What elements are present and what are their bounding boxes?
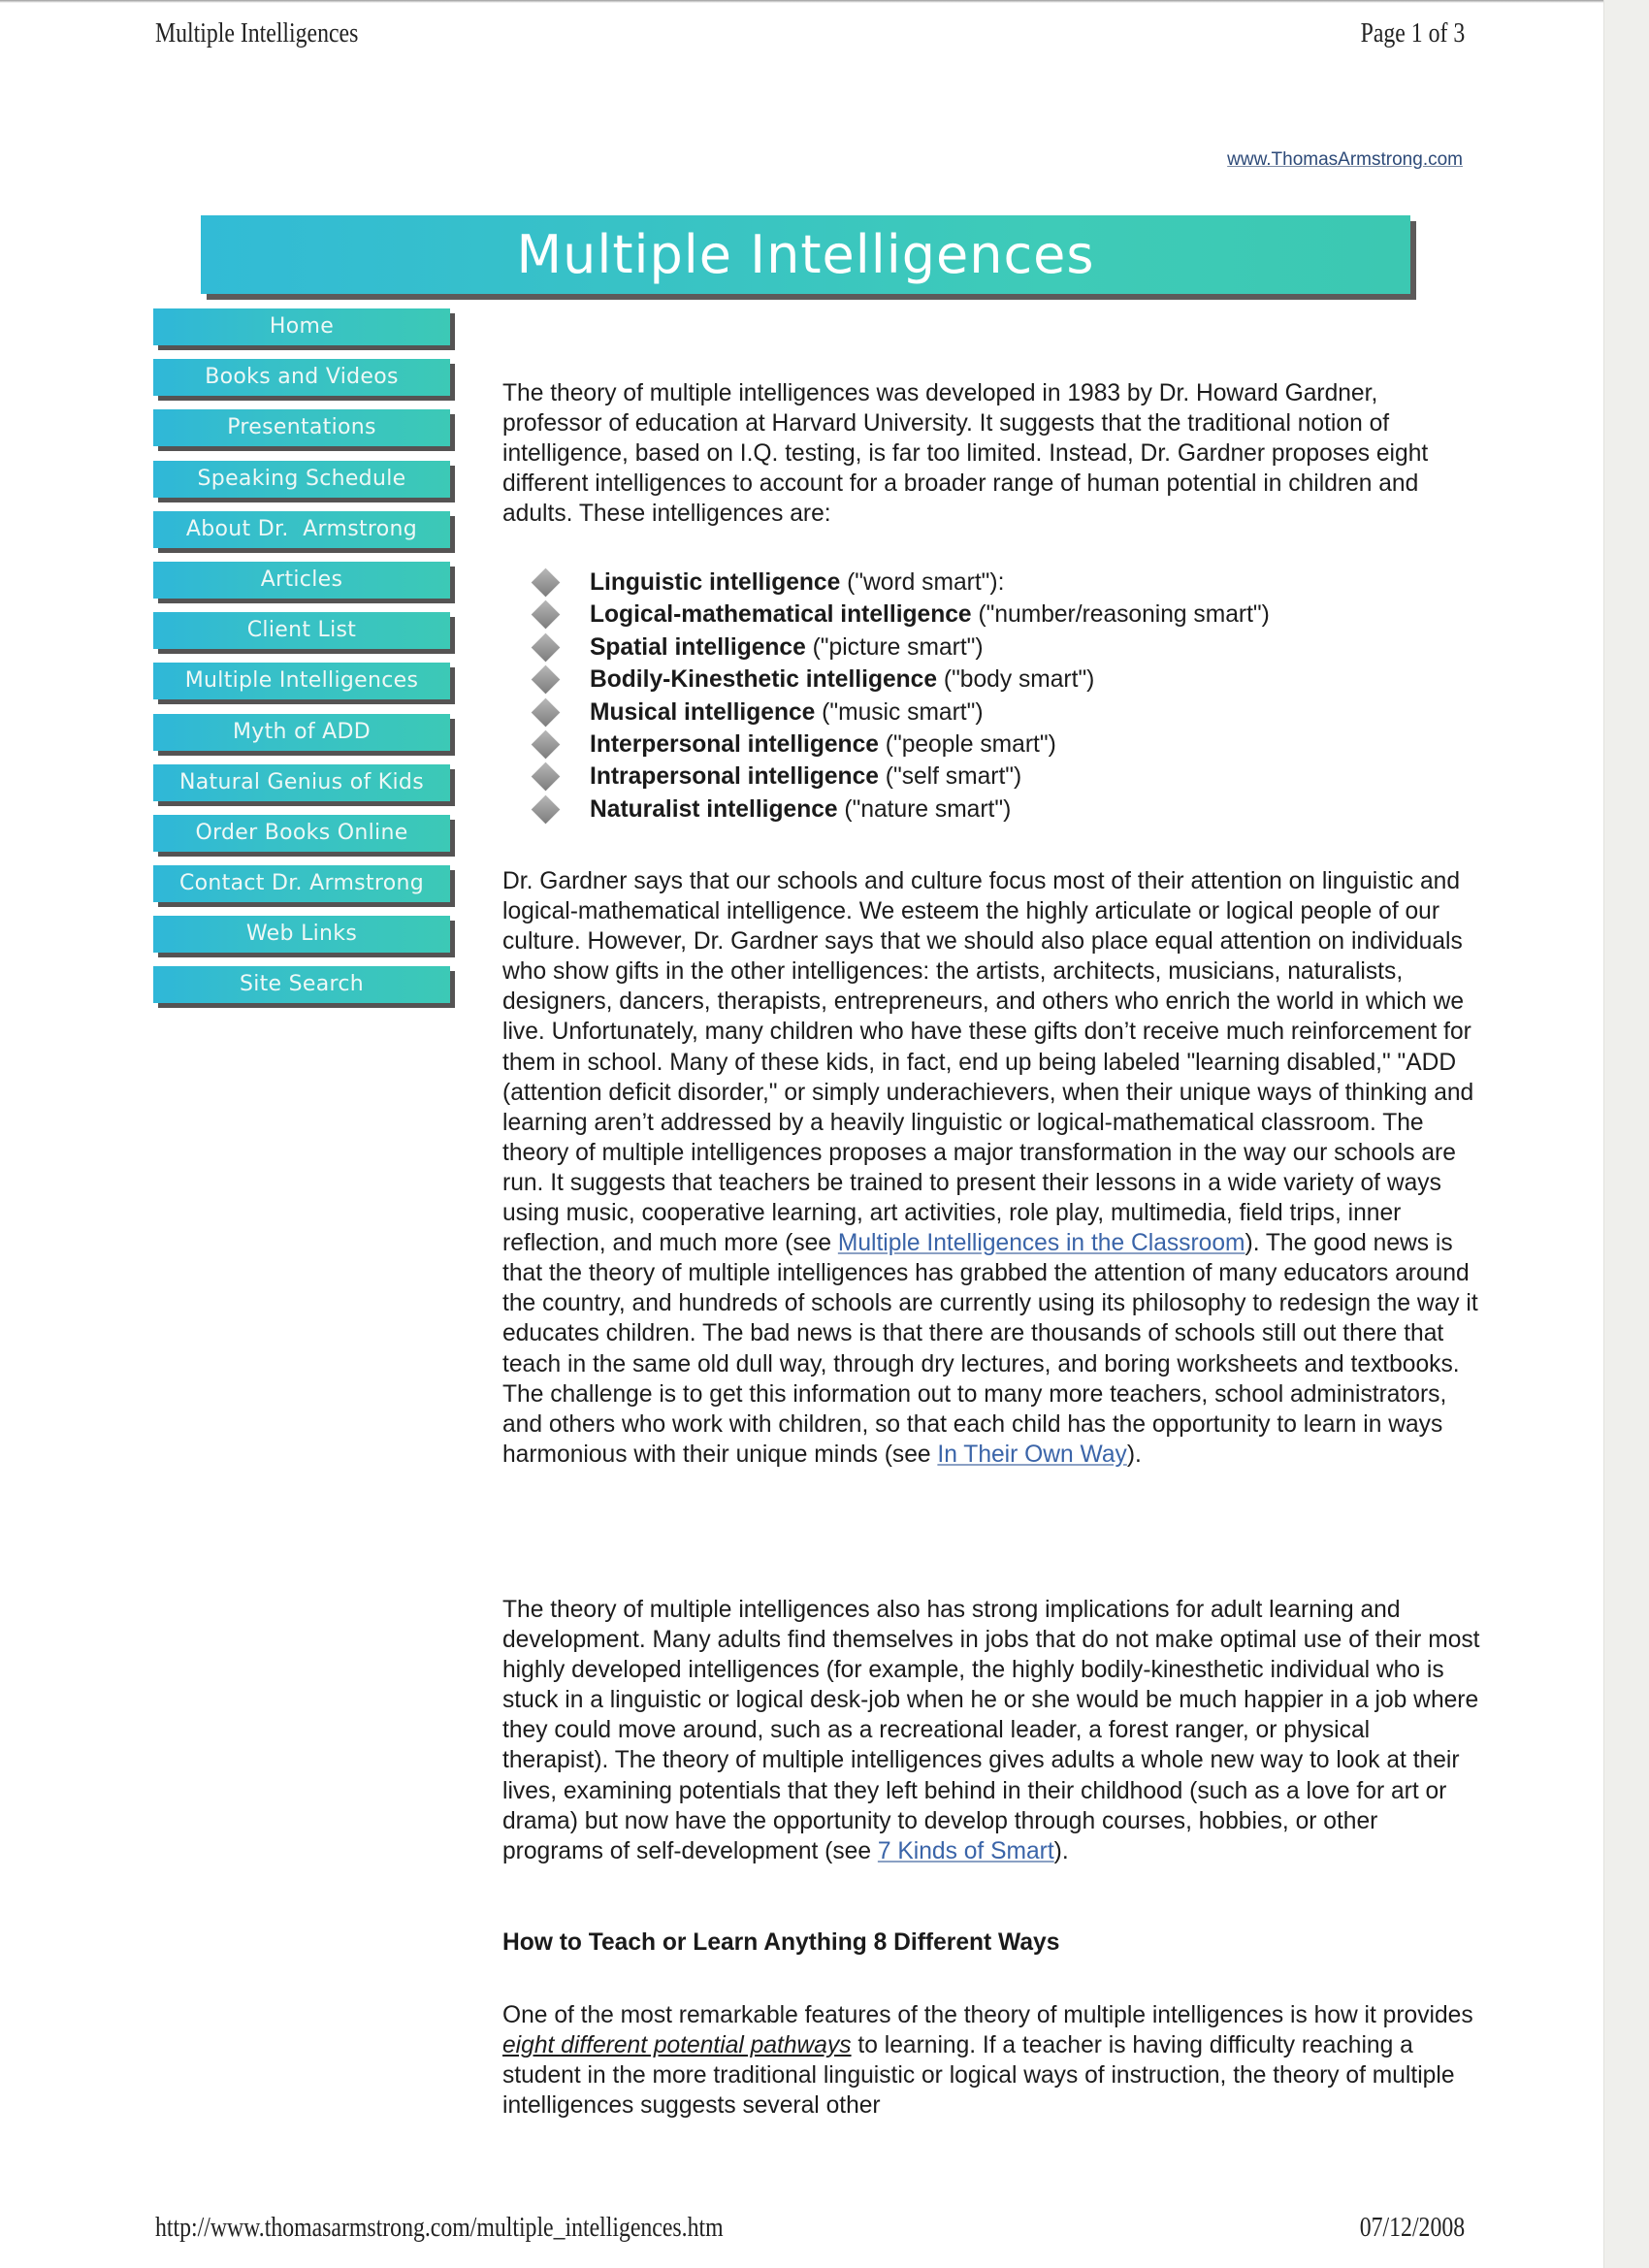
list-item bbox=[532, 567, 1270, 599]
sidebar-item-label: Speaking Schedule bbox=[197, 466, 406, 491]
eight-pathways-link[interactable]: eight different potential pathways bbox=[502, 2032, 852, 2059]
list-item bbox=[532, 632, 1270, 664]
intelligence-desc: ("nature smart") bbox=[837, 795, 1012, 823]
diamond-bullet-icon bbox=[532, 762, 561, 792]
in-their-own-way-link[interactable]: In Their Own Way bbox=[937, 1441, 1127, 1468]
paragraph-text: ). bbox=[1053, 1837, 1069, 1864]
intelligence-name: Naturalist intelligence bbox=[590, 795, 838, 823]
section-heading: How to Teach or Learn Anything 8 Different Ways bbox=[502, 1929, 1060, 1956]
sidebar-item-contact[interactable] bbox=[153, 865, 450, 902]
list-item bbox=[532, 729, 1270, 761]
sidebar-item-web-links[interactable] bbox=[153, 916, 450, 953]
seven-kinds-of-smart-link[interactable]: 7 Kinds of Smart bbox=[877, 1837, 1054, 1864]
diamond-bullet-icon bbox=[532, 600, 561, 630]
sidebar-item-home[interactable] bbox=[153, 308, 450, 345]
diamond-bullet-icon bbox=[532, 794, 561, 824]
sidebar-item-natural-genius[interactable] bbox=[153, 764, 450, 801]
sidebar-item-label: Books and Videos bbox=[205, 365, 399, 390]
intelligence-name: Interpersonal intelligence bbox=[590, 730, 879, 758]
paragraph-text: ). bbox=[1126, 1441, 1142, 1468]
sidebar-item-multiple-intelligences[interactable] bbox=[153, 663, 450, 699]
print-header-page-number: Page 1 of 3 bbox=[1360, 17, 1465, 49]
adult-learning-paragraph bbox=[502, 1595, 1482, 1866]
sidebar-item-label: Multiple Intelligences bbox=[184, 668, 419, 694]
sidebar-item-label: Web Links bbox=[245, 922, 358, 947]
sidebar-item-label: Natural Genius of Kids bbox=[179, 769, 424, 794]
sidebar-item-label: Site Search bbox=[239, 972, 365, 997]
intelligence-desc: ("body smart") bbox=[937, 666, 1095, 694]
sidebar-item-label: About Dr. Armstrong bbox=[185, 516, 418, 541]
intro-paragraph: The theory of multiple intelligences was developed in 1983 by Dr. Howard Gardner, professor of education at Harvard University. It suggests that the traditional notion of intelligence, based on I.Q. testing, is far too limited. Instead, Dr. Gardner proposes eight different intelligences to account for a broader range of human potential in children and adults. These intelligences are: bbox=[502, 380, 1429, 528]
scan-top-edge bbox=[0, 0, 1603, 3]
intelligence-name: Intrapersonal intelligence bbox=[590, 763, 879, 791]
diamond-bullet-icon bbox=[532, 568, 561, 598]
sidebar-item-about[interactable] bbox=[153, 511, 450, 548]
sidebar-item-label: Client List bbox=[246, 618, 357, 643]
banner-title: Multiple Intelligences bbox=[516, 224, 1095, 285]
diamond-bullet-icon bbox=[532, 632, 561, 662]
mi-in-classroom-link[interactable]: Multiple Intelligences in the Classroom bbox=[837, 1230, 1245, 1257]
site-home-link[interactable]: www.ThomasArmstrong.com bbox=[1227, 149, 1463, 170]
list-item bbox=[532, 794, 1270, 826]
intelligences-list bbox=[532, 567, 1270, 826]
sidebar-item-books-and-videos[interactable] bbox=[153, 359, 450, 396]
sidebar-item-label: Articles bbox=[260, 567, 343, 592]
diamond-bullet-icon bbox=[532, 665, 561, 695]
page-banner bbox=[201, 215, 1410, 294]
sidebar-item-client-list[interactable] bbox=[153, 612, 450, 649]
print-footer bbox=[155, 2212, 1465, 2251]
intelligence-name: Spatial intelligence bbox=[590, 633, 806, 661]
sidebar-item-speaking-schedule[interactable] bbox=[153, 461, 450, 498]
sidebar-item-label: Order Books Online bbox=[195, 820, 408, 845]
print-footer-url: http://www.thomasarmstrong.com/multiple_intelligences.htm bbox=[155, 2212, 724, 2243]
list-item bbox=[532, 697, 1270, 729]
paragraph-text: to learning. If a teacher is having difficulty reaching a student in the more traditional linguistic or logical ways of instruction, the theory of multiple intelligences suggests several other bbox=[502, 2032, 1455, 2120]
intelligence-desc: ("people smart") bbox=[878, 730, 1056, 758]
intelligence-name: Bodily-Kinesthetic intelligence bbox=[590, 666, 938, 694]
sidebar-nav bbox=[153, 308, 464, 1018]
sidebar-item-presentations[interactable] bbox=[153, 409, 450, 446]
intelligence-desc: ("word smart"): bbox=[840, 569, 1005, 596]
print-footer-date: 07/12/2008 bbox=[1359, 2212, 1465, 2243]
sidebar-item-myth-of-add[interactable] bbox=[153, 714, 450, 751]
diamond-bullet-icon bbox=[532, 697, 561, 727]
intelligence-name: Musical intelligence bbox=[590, 698, 816, 726]
scan-right-edge bbox=[1603, 0, 1649, 2268]
sidebar-item-label: Presentations bbox=[227, 415, 376, 440]
sidebar-item-order-books[interactable] bbox=[153, 815, 450, 852]
paragraph-text: Dr. Gardner says that our schools and culture focus most of their attention on linguistic and logical-mathematical intelligence. We esteem the highly articulate or logical people of our culture. However, Dr. Gardner says that we should also place equal attention on individuals who show gifts in the other intelligences: the artists, architects, musicians, naturalists, designers, dancers, therapists, entrepreneurs, and others who enrich the world in which we live. Unfortunately, many children who have these gifts don’t receive much reinforcement for them in school. Many of these kids, in fact, end up being labeled "learning disabled," "ADD (attention deficit disorder," or simply underachievers, when their unique ways of thinking and learning aren’t addressed by a heavily linguistic or logical-mathematical classroom. The theory of multiple intelligences proposes a major transformation in the way our schools are run. It suggests that teachers be trained to present their lessons in a wide variety of ways using music, cooperative learning, art activities, role play, multimedia, field trips, inner reflection, and much more (see bbox=[502, 868, 1474, 1257]
intelligence-desc: ("picture smart") bbox=[805, 633, 984, 661]
paragraph-text: ). The good news is that the theory of multiple intelligences has grabbed the attention of many educators around the country, and hundreds of schools are currently using its philosophy to redesign the way it educates children. The bad news is that there are thousands of schools still out there that teach in the same old dull way, through dry lectures, and boring worksheets and textbooks. The challenge is to get this information out to many more teachers, school administrators, and others who work with children, so that each child has the opportunity to learn in ways harmonious with their unique minds (see bbox=[502, 1230, 1478, 1468]
intelligence-desc: ("number/reasoning smart") bbox=[971, 601, 1270, 629]
intelligence-desc: ("self smart") bbox=[878, 763, 1022, 791]
sidebar-item-label: Contact Dr. Armstrong bbox=[179, 871, 424, 896]
pathways-paragraph bbox=[502, 2000, 1482, 2121]
list-item bbox=[532, 664, 1270, 696]
print-header bbox=[155, 17, 1465, 56]
sidebar-item-label: Myth of ADD bbox=[233, 719, 371, 744]
intelligence-name: Logical-mathematical intelligence bbox=[590, 601, 972, 629]
sidebar-item-articles[interactable] bbox=[153, 562, 450, 599]
diamond-bullet-icon bbox=[532, 730, 561, 760]
paragraph-text: One of the most remarkable features of the theory of multiple intelligences is how it provides bbox=[502, 2002, 1473, 2028]
list-item bbox=[532, 761, 1270, 793]
print-header-title: Multiple Intelligences bbox=[155, 17, 359, 49]
schools-paragraph bbox=[502, 866, 1482, 1470]
sidebar-item-site-search[interactable] bbox=[153, 966, 450, 1003]
list-item bbox=[532, 599, 1270, 631]
intelligence-desc: ("music smart") bbox=[815, 698, 984, 726]
sidebar-item-label: Home bbox=[269, 314, 335, 339]
paragraph-text: The theory of multiple intelligences also has strong implications for adult learning and development. Many adults find themselves in jobs that do not make optimal use of their most highly developed intelligences (for example, the highly bodily-kinesthetic individual who is stuck in a linguistic or logical desk-job when he or she would be much happier in a job where they could move around, such as a recreational leader, a forest ranger, or physical therapist). The theory of multiple intelligences gives adults a whole new way to look at their lives, examining potentials that they left behind in their childhood (such as a love for art or drama) but now have the opportunity to develop through courses, hobbies, or other programs of self-development (see bbox=[502, 1597, 1480, 1864]
intelligence-name: Linguistic intelligence bbox=[590, 569, 841, 596]
